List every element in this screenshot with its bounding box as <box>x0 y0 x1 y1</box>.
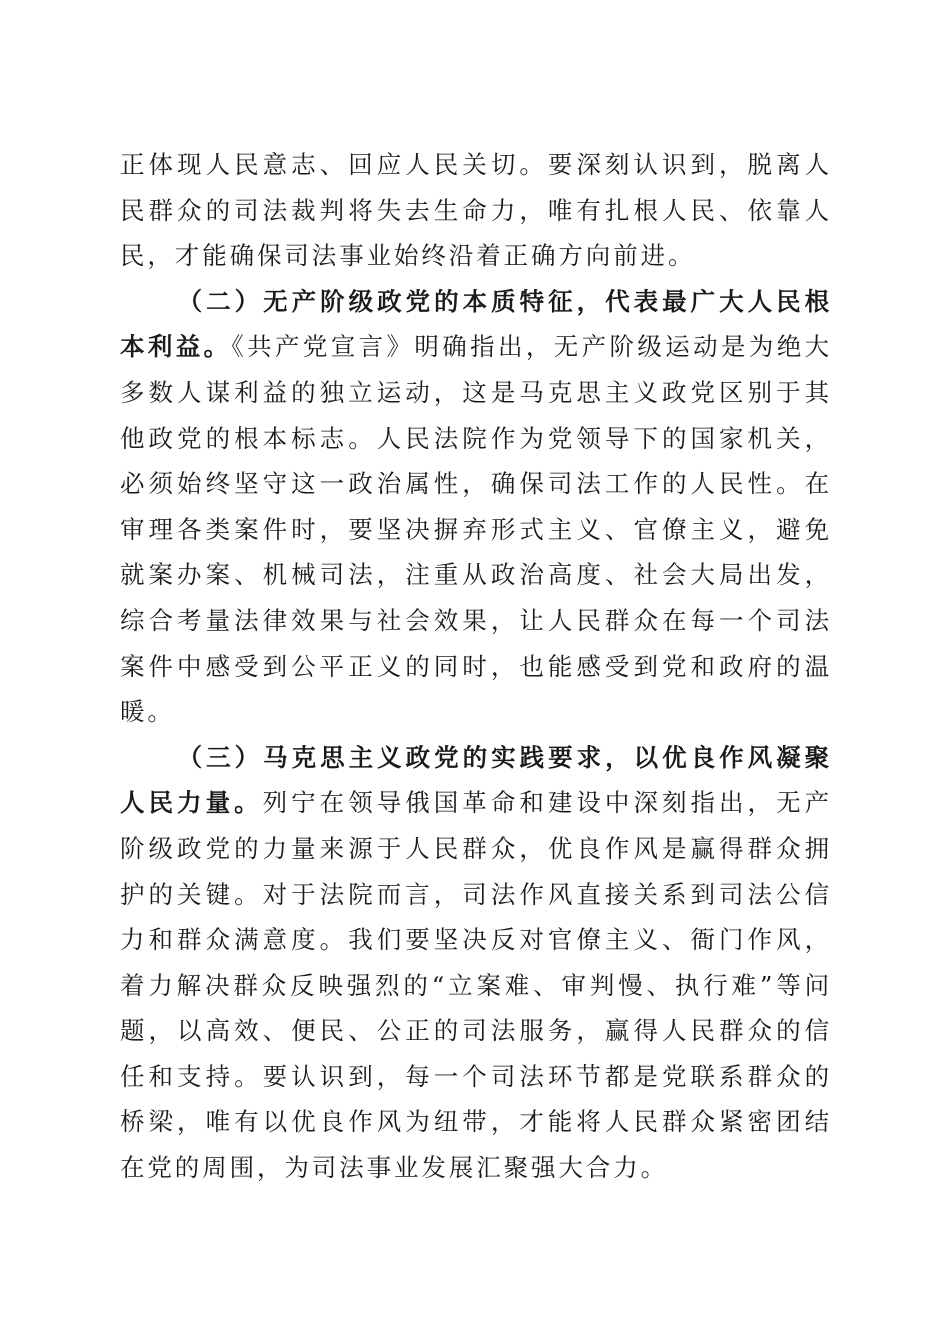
paragraph-1-text: 正体现人民意志、回应人民关切。要深刻认识到，脱离人民群众的司法裁判将失去生命力，唯有扎根人民、依靠人民，才能确保司法事业始终沿着正确方向前进。 <box>120 150 832 271</box>
paragraph-3 <box>120 735 832 1191</box>
paragraph-3-text: 列宁在领导俄国革命和建设中深刻指出，无产阶级政党的力量来源于人民群众，优良作风是赢得群众拥护的关键。对于法院而言，司法作风直接关系到司法公信力和群众满意度。我们要坚决反对官僚主义、衙门作风，着力解决群众反映强烈的“立案难、审判慢、执行难”等问题，以高效、便民、公正的司法服务，赢得人民群众的信任和支持。要认识到，每一个司法环节都是党联系群众的桥梁，唯有以优良作风为纽带，才能将人民群众紧密团结在党的周围，为司法事业发展汇聚强大合力。 <box>120 788 832 1183</box>
section-heading-3: （三）马克思主义政党的实践要求，以优良作风凝聚人民力量。 <box>120 742 832 818</box>
document-body <box>120 142 832 1191</box>
paragraph-1 <box>120 142 832 279</box>
section-heading-2: （二）无产阶级政党的本质特征，代表最广大人民根本利益。 <box>120 286 832 362</box>
paragraph-2 <box>120 279 832 735</box>
paragraph-2-text: 《共产党宣言》明确指出，无产阶级运动是为绝大多数人谋利益的独立运动，这是马克思主义政党区别于其他政党的根本标志。人民法院作为党领导下的国家机关，必须始终坚守这一政治属性，确保司法工作的人民性。在审理各类案件时，要坚决摒弃形式主义、官僚主义，避免就案办案、机械司法，注重从政治高度、社会大局出发，综合考量法律效果与社会效果，让人民群众在每一个司法案件中感受到公平正义的同时，也能感受到党和政府的温暖。 <box>120 332 832 727</box>
